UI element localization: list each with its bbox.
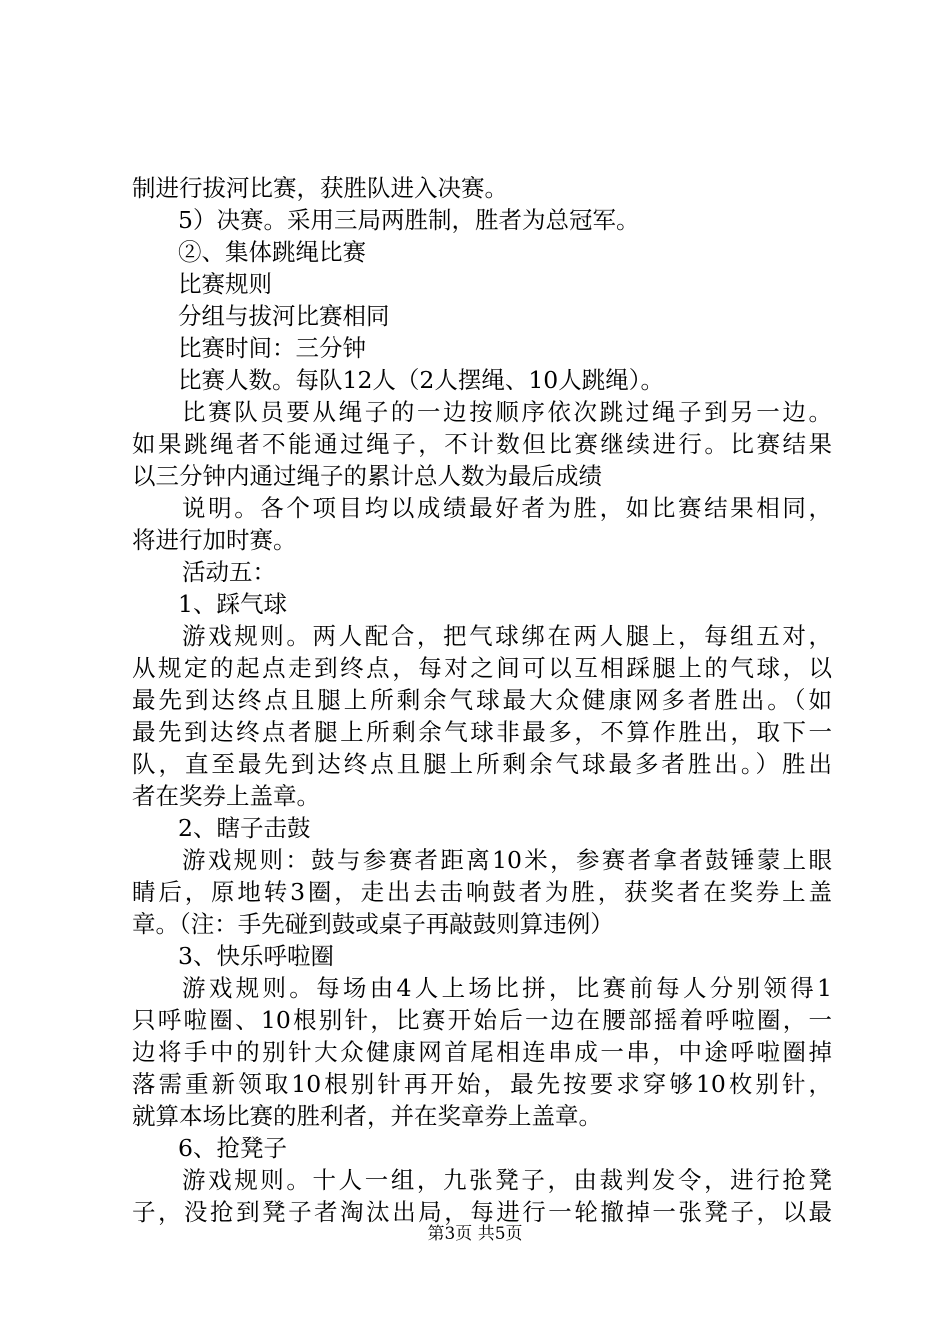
text-line: 分组与拔河比赛相同 [178,302,390,330]
text-line: 1、踩气球 [178,590,287,618]
text-line: 5）决赛。采用三局两胜制，胜者为总冠军。 [178,206,640,234]
text-line: 2、瞎子击鼓 [178,814,311,842]
text-line: 比赛规则 [178,270,272,298]
text-line: 3、快乐呼啦圈 [178,942,334,970]
text-line: 就算本场比赛的胜利者，并在奖章券上盖章。 [132,1102,602,1130]
text-line: 活动五： [182,558,276,586]
document-body [132,172,832,1228]
text-line: 落需重新领取10根别针再开始，最先按要求穿够10枚别针， [132,1070,832,1098]
text-line: 比赛队员要从绳子的一边按顺序依次跳过绳子到另一边。 [182,398,832,426]
text-line: 6、抢凳子 [178,1134,287,1162]
text-line: 将进行加时赛。 [132,526,297,554]
text-line: 睛后，原地转3圈，走出去击响鼓者为胜，获奖者在奖券上盖 [132,878,832,906]
text-line: ②、集体跳绳比赛 [178,238,366,266]
page-footer [0,1223,950,1245]
text-line: 游戏规则：鼓与参赛者距离10米，参赛者拿者鼓锤蒙上眼 [182,846,832,874]
text-line: 制进行拔河比赛，获胜队进入决赛。 [132,174,508,202]
text-line: 边将手中的别针大众健康网首尾相连串成一串，中途呼啦圈掉 [132,1038,832,1066]
text-line: 游戏规则。每场由4人上场比拼，比赛前每人分别领得1 [182,974,832,1002]
text-line: 以三分钟内通过绳子的累计总人数为最后成绩 [132,462,602,490]
text-line: 游戏规则。两人配合，把气球绑在两人腿上，每组五对， [182,622,832,650]
text-line: 队，直至最先到达终点且腿上所剩余气球最多者胜出。）胜出 [132,750,832,778]
text-line: 从规定的起点走到终点，每对之间可以互相踩腿上的气球，以 [132,654,832,682]
page-number-label: 第3页 共5页 [427,1224,523,1244]
text-line: 游戏规则。十人一组，九张凳子，由裁判发令，进行抢凳 [182,1166,832,1194]
text-line: 最先到达终点且腿上所剩余气球最大众健康网多者胜出。（如 [132,686,832,714]
text-line: 章。（注：手先碰到鼓或桌子再敲鼓则算违例） [132,910,614,938]
text-line: 如果跳绳者不能通过绳子，不计数但比赛继续进行。比赛结果 [132,430,832,458]
text-line: 最先到达终点者腿上所剩余气球非最多，不算作胜出，取下一 [132,718,832,746]
text-line: 比赛人数。每队12人（2人摆绳、10人跳绳）。 [178,366,665,394]
text-line: 者在奖券上盖章。 [132,782,320,810]
text-line: 只呼啦圈、10根别针，比赛开始后一边在腰部摇着呼啦圈，一 [132,1006,832,1034]
text-line: 子，没抢到凳子者淘汰出局，每进行一轮撤掉一张凳子，以最 [132,1198,832,1226]
text-line: 比赛时间：三分钟 [178,334,366,362]
text-line: 说明。各个项目均以成绩最好者为胜，如比赛结果相同， [182,494,832,522]
